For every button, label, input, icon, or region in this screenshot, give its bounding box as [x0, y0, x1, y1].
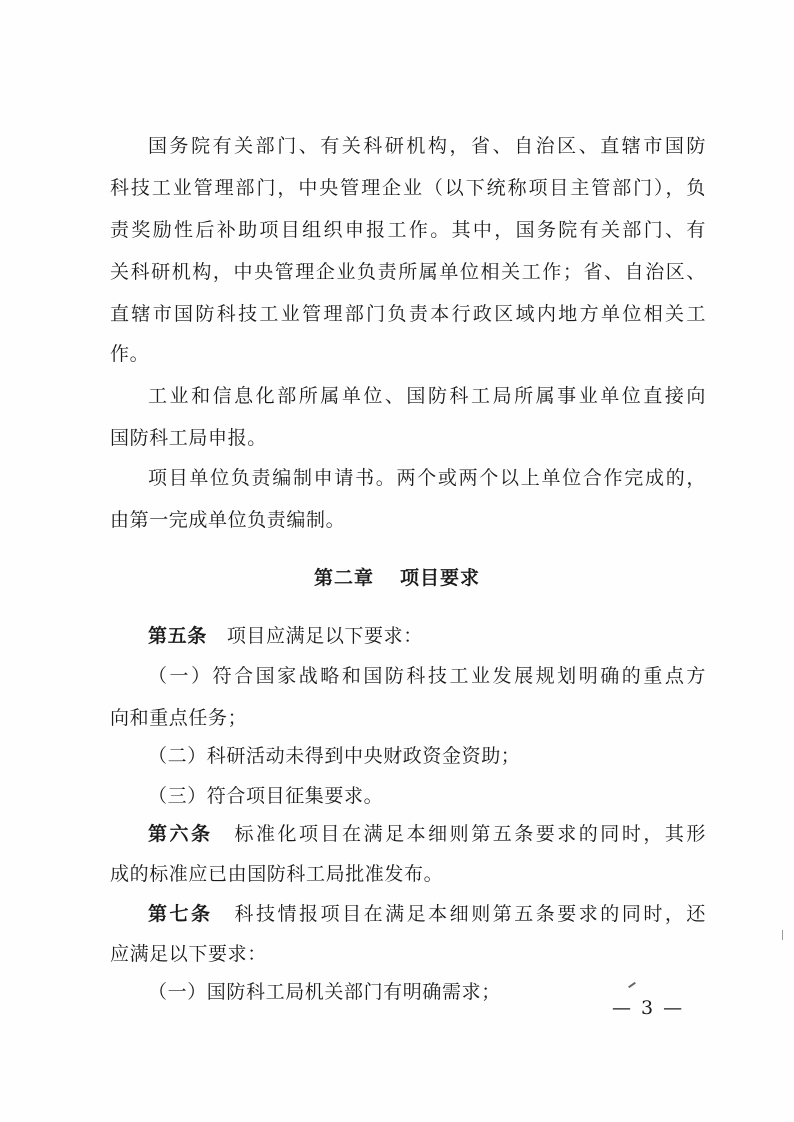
article-7-item-1: （一）国防科工局机关部门有明确需求； [148, 981, 501, 1003]
article-5-label: 第五条 [148, 625, 207, 647]
article-6-line-2: 成的标准应已由国防科工局批准发布。 [110, 863, 444, 885]
paragraph-1-line-4: 关科研机构，中央管理企业负责所属单位相关工作；省、自治区、 [110, 261, 706, 283]
paragraph-1-line-1: 国务院有关部门、有关科研机构，省、自治区、直辖市国防 [148, 135, 706, 157]
article-5-item-1-line-1: （一）符合国家战略和国防科技工业发展规划明确的重点方 [148, 665, 706, 687]
chapter-heading [0, 566, 794, 590]
article-5-item-3: （三）符合项目征集要求。 [148, 785, 384, 807]
paragraph-1-line-6: 作。 [110, 343, 150, 365]
paragraph-1-line-3: 责奖励性后补助项目组织申报工作。其中，国务院有关部门、有 [110, 219, 706, 241]
paragraph-3-line-1: 项目单位负责编制申请书。两个或两个以上单位合作完成的， [148, 467, 706, 489]
article-7-line-1 [148, 902, 706, 926]
article-6-label: 第六条 [148, 823, 213, 845]
article-7-text: 科技情报项目在满足本细则第五条要求的同时，还 [232, 903, 706, 925]
chapter-number: 第二章 [313, 567, 374, 589]
scan-mark [782, 930, 783, 940]
article-5-line-1 [148, 624, 423, 648]
chapter-title: 项目要求 [400, 567, 481, 589]
scan-mark [628, 982, 636, 988]
article-5-item-2: （二）科研活动未得到中央财政资金资助； [148, 745, 521, 767]
paragraph-2-line-1: 工业和信息化部所属单位、国防科工局所属事业单位直接向 [148, 385, 706, 407]
paragraph-3-line-2: 由第一完成单位负责编制。 [110, 509, 346, 531]
article-5-item-1-line-2: 向和重点任务； [110, 707, 248, 729]
article-7-line-2: 应满足以下要求： [110, 943, 267, 965]
paragraph-1-line-2: 科技工业管理部门，中央管理企业（以下统称项目主管部门），负 [110, 177, 706, 199]
article-5-text: 项目应满足以下要求： [226, 625, 423, 647]
paragraph-1-line-5: 直辖市国防科技工业管理部门负责本行政区域内地方单位相关工 [110, 303, 706, 325]
article-6-text: 标准化项目在满足本细则第五条要求的同时，其形 [232, 823, 706, 845]
article-6-line-1 [148, 822, 706, 846]
article-7-label: 第七条 [148, 903, 213, 925]
paragraph-2-line-2: 国防科工局申报。 [110, 427, 267, 449]
page-number: — 3 — [612, 997, 685, 1019]
